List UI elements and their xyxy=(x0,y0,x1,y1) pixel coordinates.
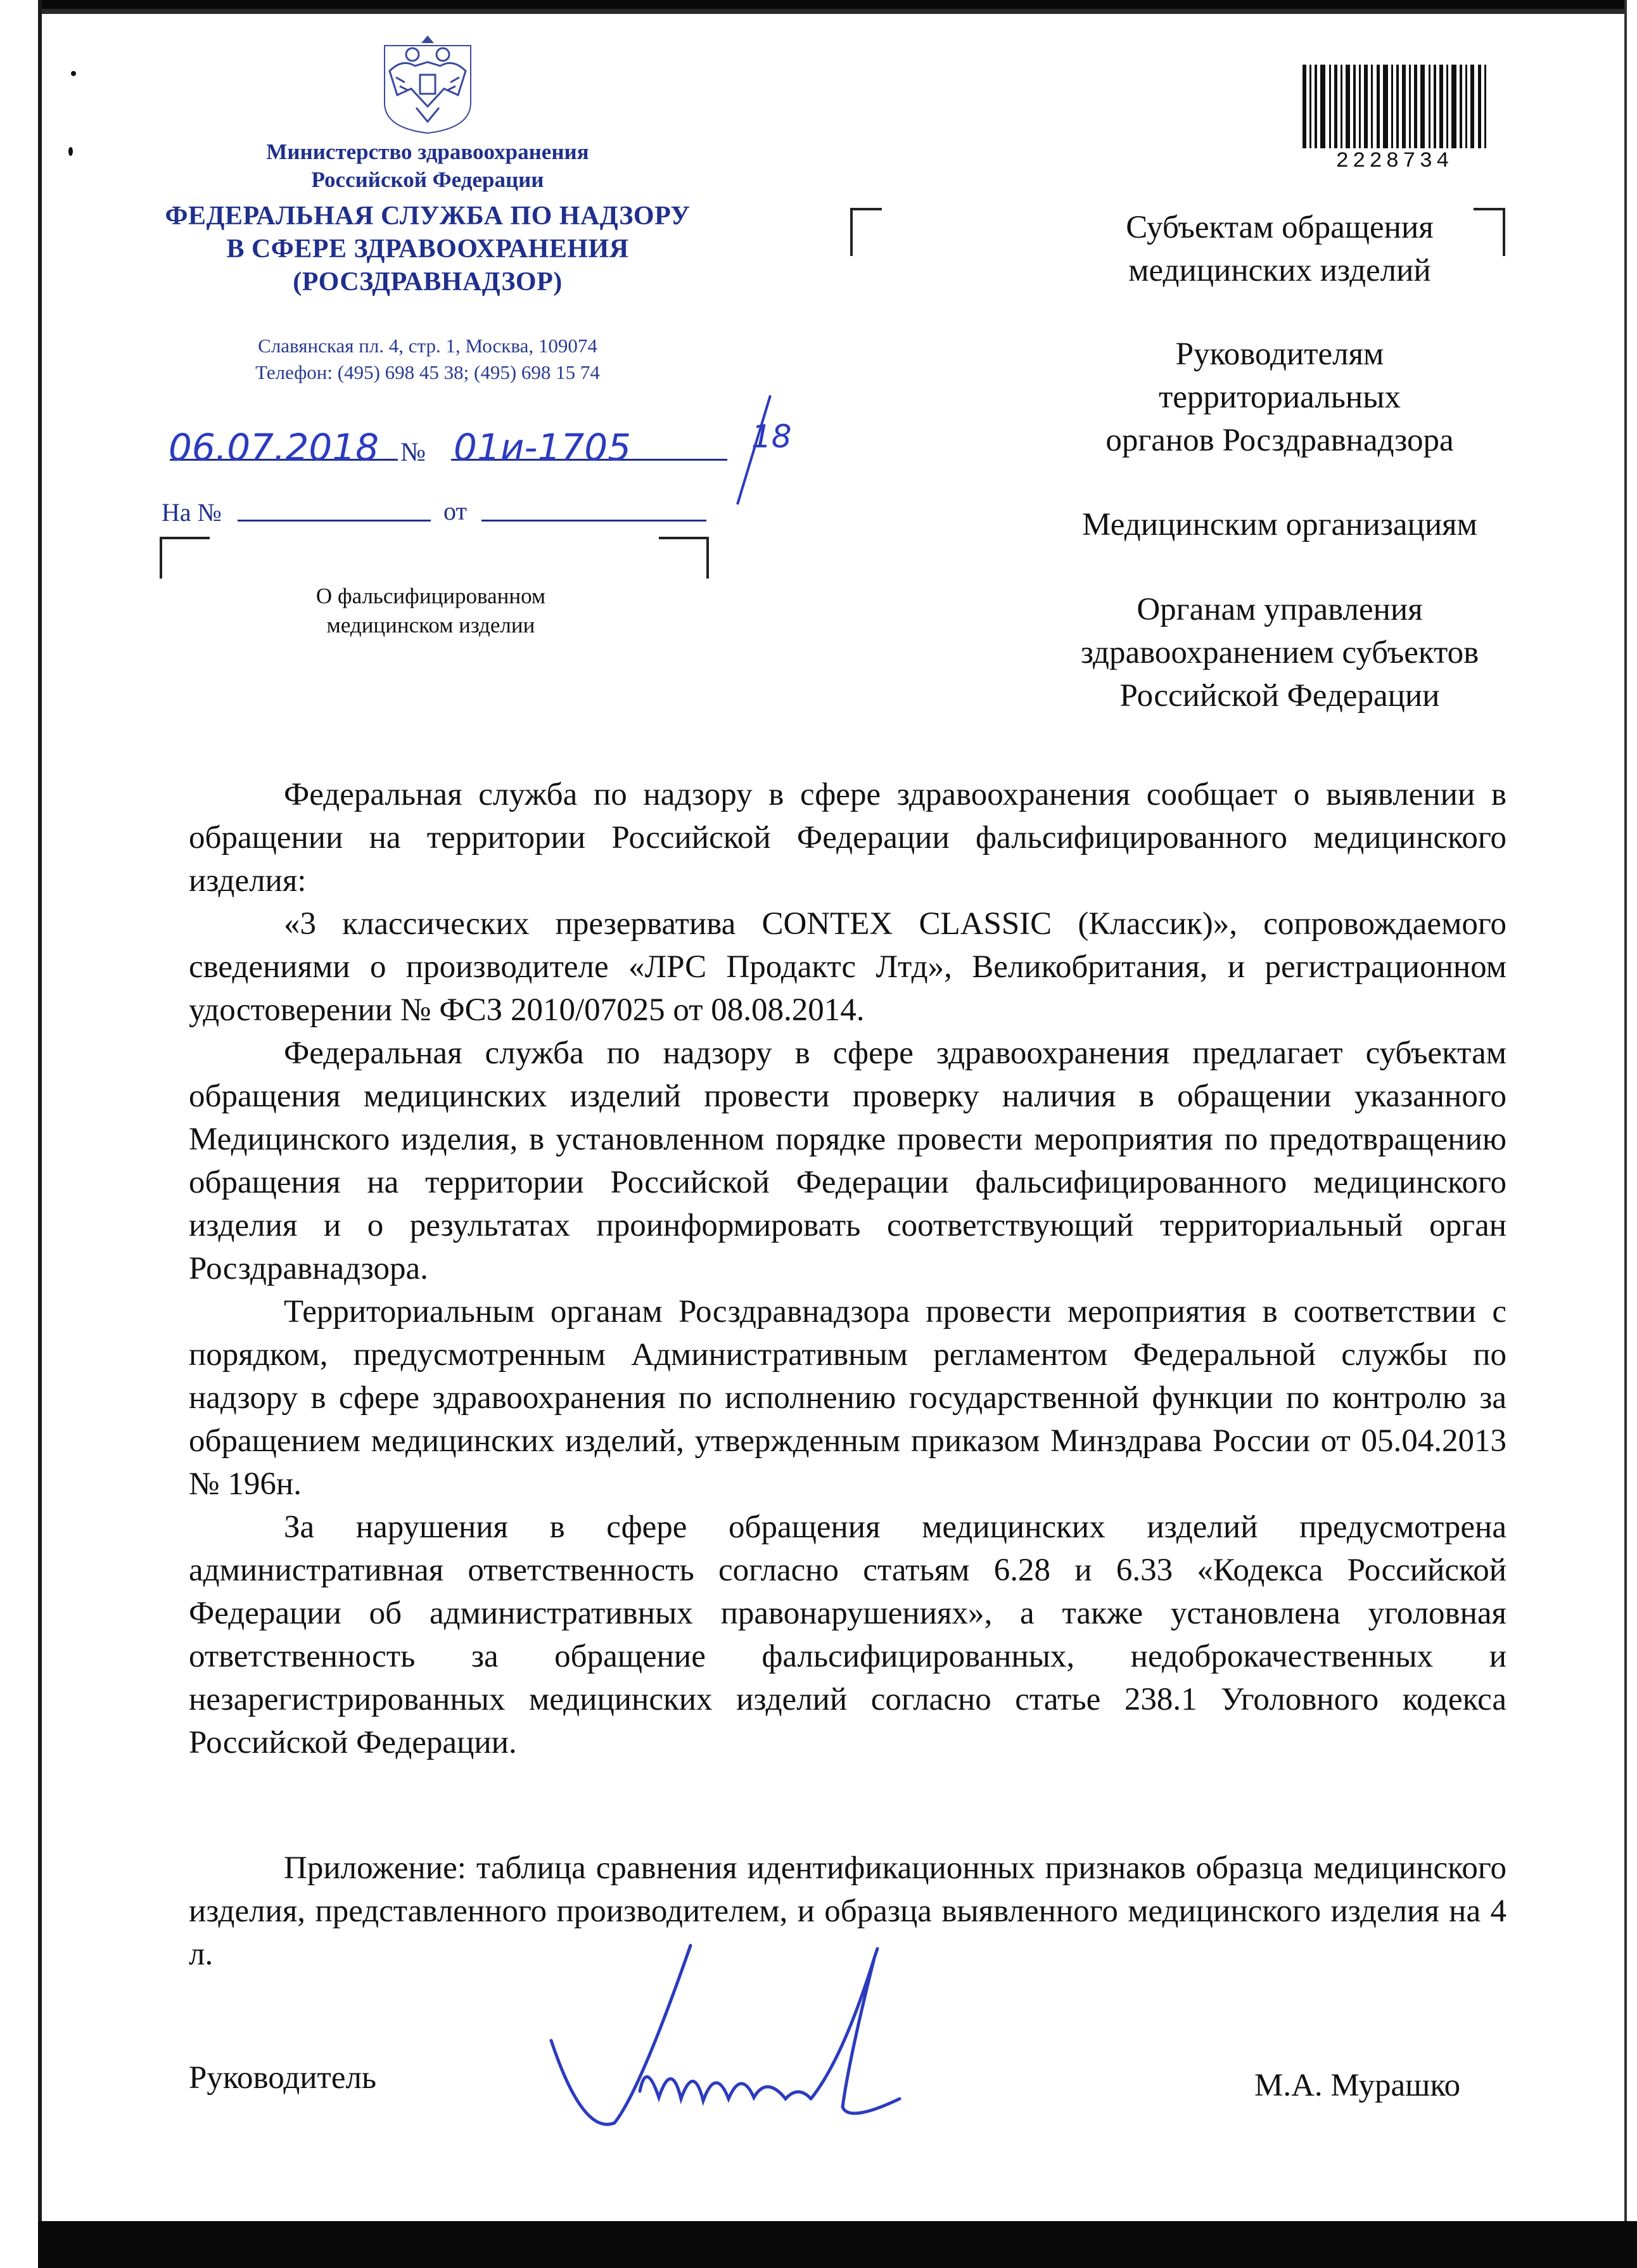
subject-line: О фальсифицированном xyxy=(315,584,546,608)
body-paragraph: «3 классических презерватива CONTEX CLASSIC (Классик)», сопровождаемого сведениями о производителе «ЛРС Продактс Лтд», Великобритания, и регистрационном удостоверении № ФСЗ 2010/07025 от 08.08.2014. xyxy=(189,906,1506,1028)
letter-body xyxy=(189,773,1506,1764)
letter-subject xyxy=(146,582,716,640)
addressee-item xyxy=(938,333,1622,462)
number-sign: № xyxy=(400,438,426,467)
addressee-line: органов Росздравнадзора xyxy=(1105,423,1454,458)
corner-mark-top-left xyxy=(160,537,210,579)
addressee-line: Органам управления xyxy=(1137,592,1423,627)
body-paragraph: Федеральная служба по надзору в сфере здравоохранения предлагает субъектам обращения медицинских изделий провести проверку наличия в обращении указанного Медицинского изделия, в установленном порядке провести мероприятия по предотвращению обращения на территории Российской Федерации фальсифицированного медицинского изделия и о результатах проинформировать соответствующий территориальный орган Росздравнадзора. xyxy=(189,1035,1506,1286)
ministry-name xyxy=(127,138,729,194)
scan-edge-right xyxy=(1624,0,1637,2268)
addressee-line: Руководителям xyxy=(1175,336,1384,372)
body-paragraph: За нарушения в сфере обращения медицинских изделий предусмотрена административная ответственность согласно статьям 6.28 и 6.33 «Кодекса Российской Федерации об административных правонарушениях», а также установлена уголовная ответственность за обращение фальсифицированных, недоброкачественных и незарегистрированных медицинских изделий согласно статье 238.1 Уголовного кодекса Российской Федерации. xyxy=(189,1509,1506,1760)
addressee-line: Медицинским организациям xyxy=(1082,507,1477,542)
scan-edge-top xyxy=(0,0,1637,9)
ministry-line: Министерство здравоохранения xyxy=(266,139,589,164)
body-paragraph: Федеральная служба по надзору в сфере здравоохранения сообщает о выявлении в обращении на территории Российской Федерации фальсифицированного медицинского изделия: xyxy=(189,777,1506,899)
ref-number-blank xyxy=(238,501,431,522)
service-line: ФЕДЕРАЛЬНАЯ СЛУЖБА ПО НАДЗОРУ xyxy=(165,202,691,231)
barcode xyxy=(1303,65,1486,148)
corner-mark-top-right xyxy=(659,537,709,579)
addressee-item xyxy=(938,503,1622,546)
addressee-line: здравоохранением субъектов xyxy=(1080,635,1479,670)
service-line: В СФЕРЕ ЗДРАВООХРАНЕНИЯ xyxy=(226,234,629,264)
ministry-line: Российской Федерации xyxy=(311,167,544,192)
scan-edge-top-shadow xyxy=(38,9,1637,14)
ref-date-blank xyxy=(481,501,706,522)
scan-speck xyxy=(68,147,73,156)
address-block xyxy=(127,333,729,386)
ref-date-label: от xyxy=(443,497,467,525)
phone-text: Телефон: (495) 698 45 38; (495) 698 15 74 xyxy=(255,361,600,383)
scan-edge-bottom xyxy=(38,2221,1637,2268)
handwritten-signature xyxy=(545,1933,950,2142)
barcode-number: 2228734 xyxy=(1335,150,1453,174)
addressee-line: территориальных xyxy=(1159,380,1401,415)
body-paragraph: Территориальным органам Росздравнадзора провести мероприятия в соответствии с порядком, предусмотренным Административным регламентом Федеральной службы по надзору в сфере здравоохранения по исполнению государственной функции по контролю за обращением медицинских изделий, утвержденным приказом Минздрава России от 05.04.2013 № 196н. xyxy=(189,1294,1506,1502)
ref-number-label: На № xyxy=(162,498,222,527)
addressee-line: Российской Федерации xyxy=(1119,678,1440,714)
signatory-position: Руководитель xyxy=(189,2060,377,2096)
addressee-line: медицинских изделий xyxy=(1128,253,1431,288)
signatory-name: М.А. Мурашко xyxy=(1254,2068,1461,2103)
address-text: Славянская пл. 4, стр. 1, Москва, 109074 xyxy=(258,335,597,357)
addressee-item xyxy=(938,588,1622,717)
addressee-line: Субъектам обращения xyxy=(1126,210,1434,245)
subject-line: медицинском изделии xyxy=(326,613,535,637)
service-name xyxy=(127,200,729,298)
addressee-item xyxy=(938,206,1622,292)
coat-of-arms-icon xyxy=(377,33,478,134)
appendix-paragraph: Приложение: таблица сравнения идентификационных признаков образца медицинского изделия, представленного производителем, и образца выявленного медицинского изделия на 4 л. xyxy=(189,1850,1506,1972)
service-line: (РОСЗДРАВНАДЗОР) xyxy=(293,267,563,297)
registration-year: 18 xyxy=(751,418,792,455)
registration-number: 01и-1705 xyxy=(454,426,632,469)
addressee-corner-left xyxy=(850,208,882,256)
registration-date: 06.07.2018 xyxy=(169,426,379,469)
scan-speck xyxy=(71,71,76,76)
scan-edge-left xyxy=(0,0,42,2268)
